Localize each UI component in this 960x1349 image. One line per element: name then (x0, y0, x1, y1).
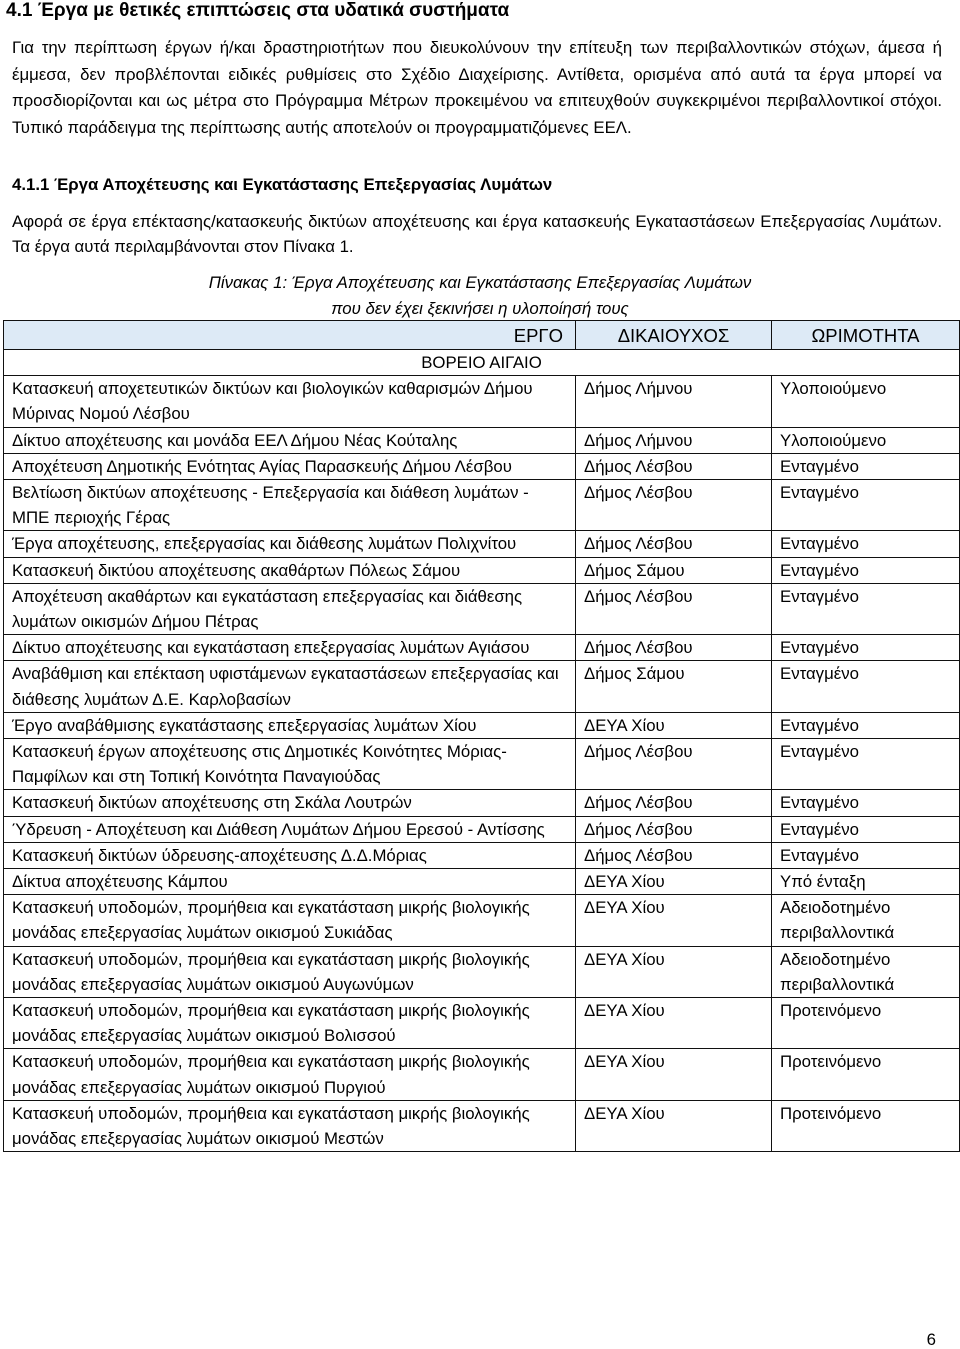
cell-maturity: Αδειοδοτημένο περιβαλλοντικά (772, 895, 960, 946)
table-row (4, 946, 960, 997)
table-row (4, 583, 960, 634)
cell-project: Αποχέτευση Δημοτικής Ενότητας Αγίας Παρασκευής Δήμου Λέσβου (4, 453, 576, 479)
cell-beneficiary: ΔΕΥΑ Χίου (576, 1100, 772, 1151)
table-row (4, 531, 960, 557)
region-row (4, 350, 960, 376)
cell-beneficiary: Δήμος Σάμου (576, 557, 772, 583)
cell-beneficiary: ΔΕΥΑ Χίου (576, 895, 772, 946)
cell-project: Ύδρευση - Αποχέτευση και Διάθεση Λυμάτων Δήμου Ερεσού - Αντίσσης (4, 816, 576, 842)
cell-beneficiary: Δήμος Λήμνου (576, 376, 772, 427)
table-row (4, 635, 960, 661)
table-row (4, 661, 960, 712)
cell-project: Κατασκευή δικτύων ύδρευσης-αποχέτευσης Δ.Δ.Μόριας (4, 842, 576, 868)
cell-beneficiary: ΔΕΥΑ Χίου (576, 946, 772, 997)
cell-beneficiary: Δήμος Λέσβου (576, 531, 772, 557)
table-row (4, 842, 960, 868)
cell-project: Έργα αποχέτευσης, επεξεργασίας και διάθεσης λυμάτων Πολιχνίτου (4, 531, 576, 557)
cell-project: Κατασκευή δικτύου αποχέτευσης ακαθάρτων Πόλεως Σάμου (4, 557, 576, 583)
cell-maturity: Ενταγμένο (772, 739, 960, 790)
subsection-heading: 4.1.1 Έργα Αποχέτευσης και Εγκατάστασης Επεξεργασίας Λυμάτων (12, 175, 553, 194)
table-caption (0, 270, 960, 321)
cell-beneficiary: Δήμος Λέσβου (576, 453, 772, 479)
cell-project: Αποχέτευση ακαθάρτων και εγκατάσταση επεξεργασίας και διάθεσης λυμάτων οικισμών Δήμου Πέτρας (4, 583, 576, 634)
cell-project: Βελτίωση δικτύων αποχέτευσης - Επεξεργασία και διάθεση λυμάτων - ΜΠΕ περιοχής Γέρας (4, 480, 576, 531)
cell-maturity: Προτεινόμενο (772, 1100, 960, 1151)
cell-maturity: Ενταγμένο (772, 557, 960, 583)
cell-beneficiary: ΔΕΥΑ Χίου (576, 712, 772, 738)
cell-maturity: Αδειοδοτημένο περιβαλλοντικά (772, 946, 960, 997)
cell-project: Κατασκευή αποχετευτικών δικτύων και βιολογικών καθαρισμών Δήμου Μύρινας Νομού Λέσβου (4, 376, 576, 427)
cell-maturity: Προτεινόμενο (772, 998, 960, 1049)
cell-beneficiary: ΔΕΥΑ Χίου (576, 869, 772, 895)
cell-beneficiary: Δήμος Λέσβου (576, 480, 772, 531)
table-row (4, 712, 960, 738)
cell-project: Κατασκευή υποδομών, προμήθεια και εγκατάσταση μικρής βιολογικής μονάδας επεξεργασίας λυμάτων οικισμού Μεστών (4, 1100, 576, 1151)
column-header-beneficiary: ΔΙΚΑΙΟΥΧΟΣ (576, 321, 772, 350)
table-row (4, 453, 960, 479)
table-body (4, 350, 960, 1152)
table-row (4, 790, 960, 816)
cell-project: Έργο αναβάθμισης εγκατάστασης επεξεργασίας λυμάτων Χίου (4, 712, 576, 738)
cell-beneficiary: Δήμος Λέσβου (576, 635, 772, 661)
projects-table (3, 320, 960, 1152)
cell-project: Δίκτυα αποχέτευσης Κάμπου (4, 869, 576, 895)
table-row (4, 376, 960, 427)
cell-maturity: Ενταγμένο (772, 842, 960, 868)
cell-beneficiary: Δήμος Λέσβου (576, 739, 772, 790)
cell-project: Δίκτυο αποχέτευσης και μονάδα ΕΕΛ Δήμου Νέας Κούταλης (4, 427, 576, 453)
table-row (4, 427, 960, 453)
cell-maturity: Υπό ένταξη (772, 869, 960, 895)
cell-maturity: Ενταγμένο (772, 661, 960, 712)
cell-maturity: Ενταγμένο (772, 583, 960, 634)
cell-beneficiary: Δήμος Σάμου (576, 661, 772, 712)
table-row (4, 816, 960, 842)
cell-beneficiary: Δήμος Λέσβου (576, 842, 772, 868)
cell-beneficiary: Δήμος Λέσβου (576, 816, 772, 842)
column-header-project: ΕΡΓΟ (4, 321, 576, 350)
table-caption-line-2: που δεν έχει ξεκινήσει η υλοποίησή τους (331, 298, 629, 318)
table-row (4, 480, 960, 531)
table-row (4, 998, 960, 1049)
page-number: 6 (926, 1330, 936, 1349)
table-row (4, 895, 960, 946)
table-row (4, 739, 960, 790)
cell-project: Κατασκευή υποδομών, προμήθεια και εγκατάσταση μικρής βιολογικής μονάδας επεξεργασίας λυμάτων οικισμού Αυγωνύμων (4, 946, 576, 997)
cell-maturity: Ενταγμένο (772, 531, 960, 557)
table-row (4, 869, 960, 895)
cell-project: Κατασκευή υποδομών, προμήθεια και εγκατάσταση μικρής βιολογικής μονάδας επεξεργασίας λυμάτων οικισμού Βολισσού (4, 998, 576, 1049)
cell-maturity: Ενταγμένο (772, 635, 960, 661)
table-caption-line-1: Πίνακας 1: Έργα Αποχέτευσης και Εγκατάστασης Επεξεργασίας Λυμάτων (208, 273, 752, 292)
subsection-paragraph: Αφορά σε έργα επέκτασης/κατασκευής δικτύων αποχέτευσης και έργα κατασκευής Εγκαταστάσεων Επεξεργασίας Λυμάτων. Τα έργα αυτά περιλαμβάνονται στον Πίνακα 1. (12, 212, 942, 256)
cell-maturity: Ενταγμένο (772, 712, 960, 738)
cell-project: Δίκτυο αποχέτευσης και εγκατάσταση επεξεργασίας λυμάτων Αγιάσου (4, 635, 576, 661)
cell-beneficiary: ΔΕΥΑ Χίου (576, 1049, 772, 1100)
intro-paragraph: Για την περίπτωση έργων ή/και δραστηριοτήτων που διευκολύνουν την επίτευξη των περιβαλλοντικών στόχων, άμεσα ή έμμεσα, δεν προβλέπονται ειδικές ρυθμίσεις στο Σχέδιο Διαχείρισης. Αντίθετα, ορισμένα από αυτά τα έργα μπορεί να προσδιορίζονται και ως μέτρα στο Πρόγραμμα Μέτρων προκειμένου να επιτευχθούν συγκεκριμένοι περιβαλλοντικοί στόχοι. Τυπικό παράδειγμα της περίπτωσης αυτής αποτελούν οι προγραμματιζόμενες ΕΕΛ. (12, 38, 942, 137)
region-label: ΒΟΡΕΙΟ ΑΙΓΑΙΟ (4, 350, 960, 376)
section-heading: 4.1 Έργα με θετικές επιπτώσεις στα υδατικά συστήματα (6, 0, 510, 21)
cell-project: Κατασκευή δικτύων αποχέτευσης στη Σκάλα Λουτρών (4, 790, 576, 816)
cell-beneficiary: Δήμος Λέσβου (576, 790, 772, 816)
table-row (4, 1049, 960, 1100)
cell-project: Κατασκευή υποδομών, προμήθεια και εγκατάσταση μικρής βιολογικής μονάδας επεξεργασίας λυμάτων οικισμού Συκιάδας (4, 895, 576, 946)
table-header (4, 321, 960, 350)
table-row (4, 1100, 960, 1151)
cell-beneficiary: ΔΕΥΑ Χίου (576, 998, 772, 1049)
column-header-maturity: ΩΡΙΜΟΤΗΤΑ (772, 321, 960, 350)
cell-project: Κατασκευή έργων αποχέτευσης στις Δημοτικές Κοινότητες Μόριας- Παμφίλων και στη Τοπική Κοινότητα Παναγιούδας (4, 739, 576, 790)
cell-project: Αναβάθμιση και επέκταση υφιστάμενων εγκαταστάσεων επεξεργασίας και διάθεσης λυμάτων Δ.Ε. Καρλοβασίων (4, 661, 576, 712)
cell-maturity: Ενταγμένο (772, 790, 960, 816)
cell-maturity: Υλοποιούμενο (772, 427, 960, 453)
cell-maturity: Προτεινόμενο (772, 1049, 960, 1100)
cell-maturity: Υλοποιούμενο (772, 376, 960, 427)
cell-beneficiary: Δήμος Λέσβου (576, 583, 772, 634)
table-header-row (4, 321, 960, 350)
table-row (4, 557, 960, 583)
cell-project: Κατασκευή υποδομών, προμήθεια και εγκατάσταση μικρής βιολογικής μονάδας επεξεργασίας λυμάτων οικισμού Πυργιού (4, 1049, 576, 1100)
cell-maturity: Ενταγμένο (772, 816, 960, 842)
cell-beneficiary: Δήμος Λήμνου (576, 427, 772, 453)
cell-maturity: Ενταγμένο (772, 453, 960, 479)
cell-maturity: Ενταγμένο (772, 480, 960, 531)
